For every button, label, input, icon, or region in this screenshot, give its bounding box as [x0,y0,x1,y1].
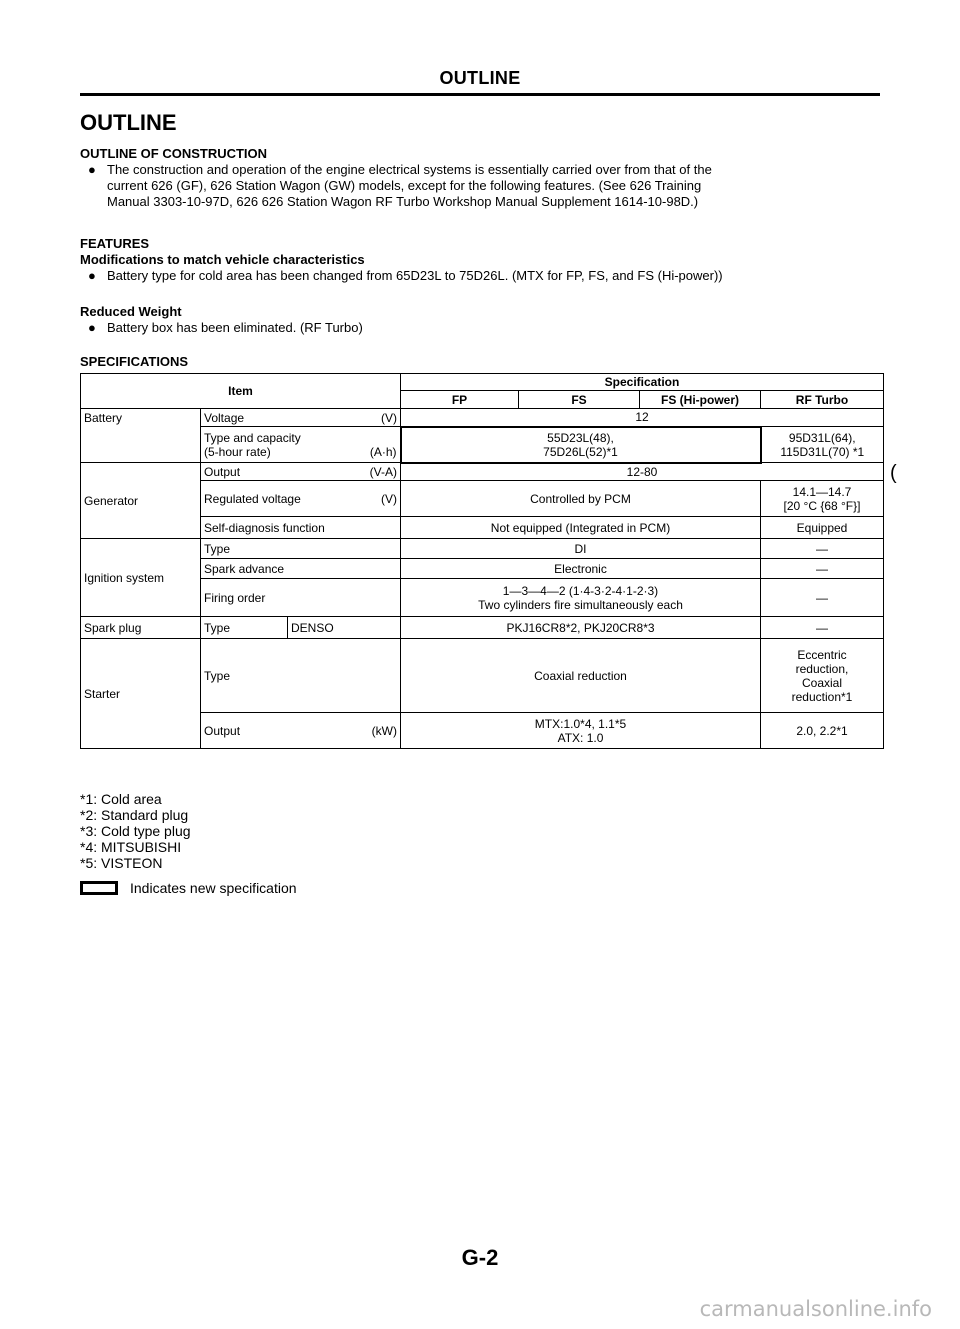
construction-line-1: The construction and operation of the engine electrical systems is essentially carried over from that of the [107,162,712,177]
features-bullet-text: Battery type for cold area has been changed from 65D23L to 75D26L. (MTX for FP, FS, and FS (Hi-power)) [107,268,723,283]
footnote-4: *4: MITSUBISHI [80,839,182,855]
ignition-type-label: Type [201,539,401,559]
starter-type-rf-value [761,639,884,713]
table-row [81,409,884,427]
regulated-value: Controlled by PCM [401,481,761,517]
regulated-label: Regulated voltage [204,491,301,506]
new-spec-box-icon [80,881,118,895]
firing-order-value [401,579,761,617]
table-row [81,639,884,713]
table-row [81,463,884,481]
spark-plug-type-label: Type [201,617,288,639]
spark-advance-label: Spark advance [201,559,401,579]
type-capacity-line-1: Type and capacity [204,430,301,445]
starter-output-label: Output [204,723,241,738]
battery-rf-line-2: 115D31L(70) *1 [780,444,865,459]
starter-output-cell [201,713,401,749]
battery-type-line-2: 75D26L(52)*1 [543,444,618,459]
regulated-cell [201,481,401,517]
features-subheading: Modifications to match vehicle characteristics [80,252,365,267]
table-row [81,427,884,463]
firing-order-line-2: Two cylinders fire simultaneously each [478,597,683,612]
weight-bullet [80,320,880,336]
weight-heading: Reduced Weight [80,304,182,319]
construction-heading: OUTLINE OF CONSTRUCTION [80,146,268,161]
footnote-1: *1: Cold area [80,791,162,807]
fs-header: FS [519,391,640,409]
construction-line-2: current 626 (GF), 626 Station Wagon (GW) models, except for the following features. (See 626 Training [107,178,702,193]
weight-bullet-text: Battery box has been eliminated. (RF Turbo) [107,320,363,335]
unit-ah: (A·h) [369,444,397,459]
starter-type-value: Coaxial reduction [401,639,761,713]
unit-v: (V) [381,491,397,506]
unit-kw: (kW) [371,723,397,738]
ignition-type-value: DI [401,539,761,559]
table-row [81,481,884,517]
table-row [81,559,884,579]
starter-rf-line-1: Eccentric [797,647,847,662]
battery-label: Battery [81,409,201,463]
spark-advance-rf-value: — [761,559,884,579]
spark-plug-value: PKJ16CR8*2, PKJ20CR8*3 [401,617,761,639]
bullet-icon: ● [88,268,96,283]
construction-bullet [80,162,880,210]
legend-text: Indicates new specification [130,880,297,896]
battery-rf-value [761,427,884,463]
table-row [81,713,884,749]
table-row [81,539,884,559]
change-mark: ( [890,462,897,484]
watermark: carmanualsonline.info [699,1297,932,1321]
regulated-rf-value [761,481,884,517]
page-number: G-2 [461,1245,499,1270]
fs-hi-header: FS (Hi-power) [640,391,761,409]
type-capacity-cell [201,427,401,463]
output-value: 12-80 [401,463,884,481]
ignition-type-rf-value: — [761,539,884,559]
output-label: Output [204,464,241,479]
voltage-cell [201,409,401,427]
selfdiag-label: Self-diagnosis function [201,517,401,539]
regulated-rf-line-1: 14.1—14.7 [792,484,852,499]
starter-output-value [401,713,761,749]
table-row [81,617,884,639]
specifications-table [80,373,884,749]
spark-plug-rf-value: — [761,617,884,639]
voltage-label: Voltage [204,410,245,425]
table-row [81,579,884,617]
battery-rf-line-1: 95D31L(64), [788,430,856,445]
footnote-5: *5: VISTEON [80,855,163,871]
generator-label: Generator [81,463,201,539]
ignition-label: Ignition system [81,539,201,617]
spark-plug-label: Spark plug [81,617,201,639]
footnote-3: *3: Cold type plug [80,823,191,839]
specifications-heading: SPECIFICATIONS [80,354,189,369]
construction-line-3: Manual 3303-10-97D, 626 626 Station Wagon RF Turbo Workshop Manual Supplement 1614-10-98D.) [107,194,699,209]
starter-output-line-1: MTX:1.0*4, 1.1*5 [534,716,627,731]
starter-rf-line-2: reduction, [795,661,849,676]
firing-order-rf-value: — [761,579,884,617]
voltage-value: 12 [401,409,884,427]
footnote-2: *2: Standard plug [80,807,189,823]
starter-type-label: Type [201,639,401,713]
selfdiag-value: Not equipped (Integrated in PCM) [401,517,761,539]
rf-turbo-header: RF Turbo [761,391,884,409]
bullet-icon: ● [88,320,96,335]
unit-va: (V-A) [369,464,397,479]
denso-label: DENSO [288,617,401,639]
output-cell [201,463,401,481]
page-title: OUTLINE [80,110,177,135]
specification-header: Specification [401,374,884,391]
starter-rf-line-3: Coaxial [801,675,843,690]
features-heading: FEATURES [80,236,150,251]
spark-advance-value: Electronic [401,559,761,579]
item-header: Item [81,374,401,409]
table-row [81,517,884,539]
fp-header: FP [401,391,519,409]
starter-label: Starter [81,639,201,749]
construction-section [80,146,880,210]
header-rule [80,93,880,96]
legend [80,880,297,896]
firing-order-label: Firing order [201,579,401,617]
selfdiag-rf-value: Equipped [761,517,884,539]
weight-section [80,304,880,336]
starter-output-line-2: ATX: 1.0 [557,730,604,745]
starter-rf-line-4: reduction*1 [791,689,853,704]
type-capacity-line-2: (5-hour rate) [204,444,271,459]
firing-order-line-1: 1—3—4—2 (1·4-3·2-4·1-2·3) [502,583,659,598]
features-bullet [80,268,880,284]
regulated-rf-line-2: [20 °C {68 °F}] [783,498,861,513]
battery-type-line-1: 55D23L(48), [547,430,614,445]
features-section [80,236,880,284]
battery-type-value [401,427,761,463]
starter-output-rf-value: 2.0, 2.2*1 [761,713,884,749]
table-header-row [81,374,884,391]
footnotes [80,791,191,871]
bullet-icon: ● [88,162,96,177]
unit-v: (V) [381,410,397,425]
running-header: OUTLINE [439,68,521,88]
